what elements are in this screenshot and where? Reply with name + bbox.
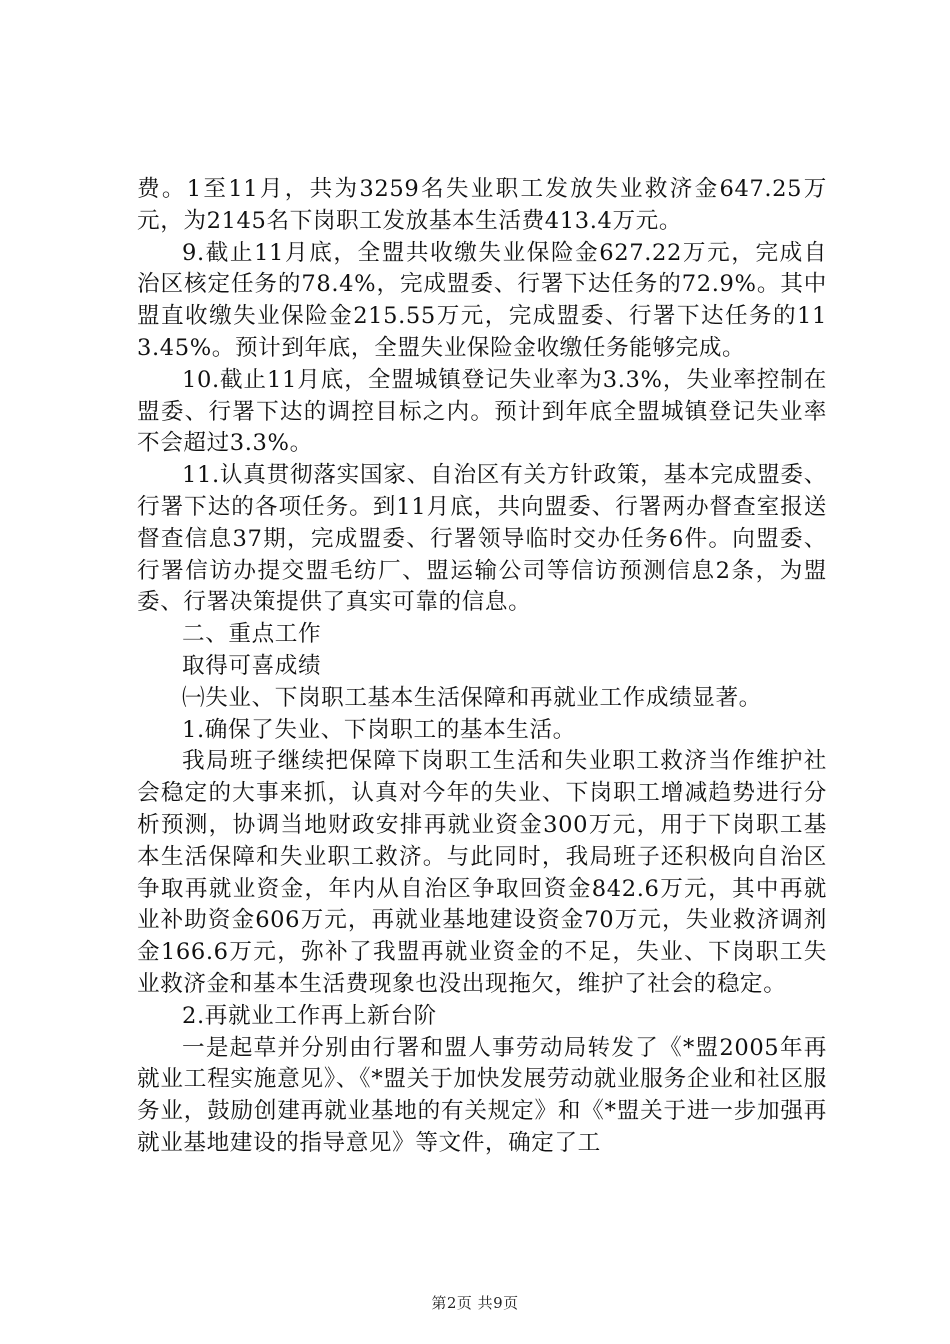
paragraph: 我局班子继续把保障下岗职工生活和失业职工救济当作维护社会稳定的大事来抓，认真对今年的失业、下岗职工增减趋势进行分析预测，协调当地财政安排再就业资金300万元，用于下岗职工基本生活保障和失业职工救济。与此同时，我局班子还积极向自治区争取再就业资金，年内从自治区争取回资金842.6万元，其中再就业补助资金606万元，再就业基地建设资金70万元，失业救济调剂金166.6万元，弥补了我盟再就业资金的不足，失业、下岗职工失业救济金和基本生活费现象也没出现拖欠，维护了社会的稳定。 bbox=[137, 748, 827, 997]
paragraph: 11.认真贯彻落实国家、自治区有关方针政策，基本完成盟委、行署下达的各项任务。到11月底，共向盟委、行署两办督查室报送督查信息37期，完成盟委、行署领导临时交办任务6件。向盟委、行署信访办提交盟毛纺厂、盟运输公司等信访预测信息2条，为盟委、行署决策提供了真实可靠的信息。 bbox=[137, 462, 827, 616]
page-footer: 第2页 共9页 bbox=[431, 1294, 519, 1312]
subheading: 2.再就业工作再上新台阶 bbox=[182, 1002, 437, 1029]
paragraph: 10.截止11月底，全盟城镇登记失业率为3.3%，失业率控制在盟委、行署下达的调控目标之内。预计到年底全盟城镇登记失业率不会超过3.3%。 bbox=[137, 366, 827, 457]
paragraph: 9.截止11月底，全盟共收缴失业保险金627.22万元，完成自治区核定任务的78.4%，完成盟委、行署下达任务的72.9%。其中盟直收缴失业保险金215.55万元，完成盟委、行署下达任务的113.45%。预计到年底，全盟失业保险金收缴任务能够完成。 bbox=[137, 239, 827, 361]
document-body bbox=[137, 174, 827, 1160]
paragraph: 一是起草并分别由行署和盟人事劳动局转发了《*盟2005年再就业工程实施意见》、《*盟关于加快发展劳动就业服务企业和社区服务业，鼓励创建再就业基地的有关规定》和《*盟关于进一步加强再就业基地建设的指导意见》等文件，确定了工 bbox=[137, 1034, 827, 1156]
paragraph: 费。1至11月，共为3259名失业职工发放失业救济金647.25万元，为2145名下岗职工发放基本生活费413.4万元。 bbox=[137, 176, 827, 234]
section-heading: 二、重点工作 bbox=[182, 621, 322, 648]
subheading: 取得可喜成绩 bbox=[182, 652, 322, 679]
subheading: ㈠失业、下岗职工基本生活保障和再就业工作成绩显著。 bbox=[182, 684, 762, 711]
subheading: 1.确保了失业、下岗职工的基本生活。 bbox=[182, 716, 576, 743]
